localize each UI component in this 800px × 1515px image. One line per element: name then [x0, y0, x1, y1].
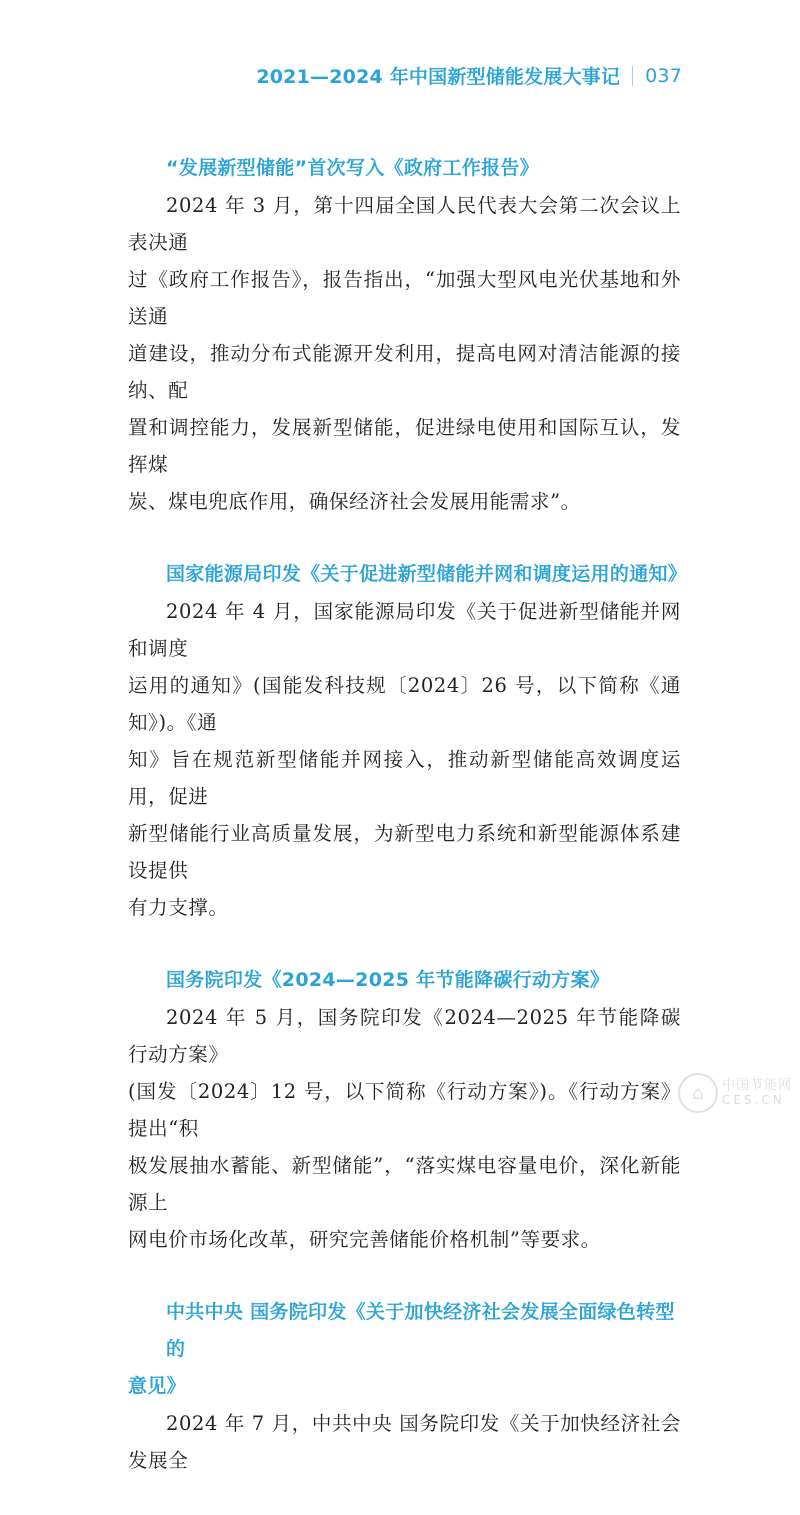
ces-logo-icon: ⌂ — [678, 1073, 718, 1113]
header-divider — [632, 66, 633, 86]
paragraph-line: 2024 年 4 月，国家能源局印发《关于促进新型储能并网和调度 — [128, 600, 681, 660]
watermark — [678, 1073, 792, 1113]
running-header — [256, 62, 682, 89]
watermark-text — [722, 1079, 792, 1107]
section-heading: 国务院印发《2024—2025 年节能降碳行动方案》 — [166, 969, 610, 991]
section-paragraph — [128, 999, 681, 1258]
watermark-text-cn: 中国节能网 — [721, 1078, 792, 1093]
section-heading-line: 中共中央 国务院印发《关于加快经济社会发展全面绿色转型的 — [166, 1301, 675, 1360]
paragraph-line: 道建设，推动分布式能源开发利用，提高电网对清洁能源的接纳、配 — [128, 342, 681, 402]
paragraph-line: 有力支撑。 — [128, 896, 229, 919]
paragraph-line: 网电价市场化改革，研究完善储能价格机制”等要求。 — [128, 1228, 601, 1251]
watermark-text-en: CES.CN — [721, 1093, 785, 1107]
event-section — [128, 962, 681, 1258]
event-section — [128, 1294, 681, 1479]
section-paragraph — [128, 593, 681, 926]
event-section — [128, 556, 688, 926]
paragraph-line: (国发〔2024〕12 号，以下简称《行动方案》)。《行动方案》提出“积 — [128, 1080, 681, 1140]
paragraph-line: 过《政府工作报告》，报告指出，“加强大型风电光伏基地和外送通 — [128, 268, 681, 328]
event-section — [128, 150, 681, 520]
paragraph-line: 2024 年 3 月，第十四届全国人民代表大会第二次会议上表决通 — [128, 194, 681, 254]
page-number: 037 — [645, 64, 682, 87]
paragraph-line: 2024 年 5 月，国务院印发《2024—2025 年节能降碳行动方案》 — [128, 1006, 681, 1066]
section-paragraph — [128, 187, 681, 520]
paragraph-line: 运用的通知》(国能发科技规〔2024〕26 号，以下简称《通知》)。《通 — [128, 674, 681, 734]
running-title: 2021—2024 年中国新型储能发展大事记 — [256, 66, 621, 88]
section-heading: “发展新型储能”首次写入《政府工作报告》 — [166, 157, 539, 179]
page-body — [128, 150, 688, 1515]
paragraph-line: 知》旨在规范新型储能并网接入，推动新型储能高效调度运用，促进 — [128, 748, 681, 808]
section-heading — [128, 1294, 681, 1405]
section-heading-line: 意见》 — [128, 1375, 186, 1397]
paragraph-line: 极发展抽水蓄能、新型储能”，“落实煤电容量电价，深化新能源上 — [128, 1154, 681, 1214]
section-heading: 国家能源局印发《关于促进新型储能并网和调度运用的通知》 — [166, 563, 688, 585]
paragraph-line: 2024 年 7 月，中共中央 国务院印发《关于加快经济社会发展全 — [128, 1412, 681, 1472]
paragraph-line: 炭、煤电兜底作用，确保经济社会发展用能需求”。 — [128, 490, 581, 513]
paragraph-line: 新型储能行业高质量发展，为新型电力系统和新型能源体系建设提供 — [128, 822, 681, 882]
section-paragraph — [128, 1405, 681, 1479]
paragraph-line: 置和调控能力，发展新型储能，促进绿电使用和国际互认，发挥煤 — [128, 416, 681, 476]
